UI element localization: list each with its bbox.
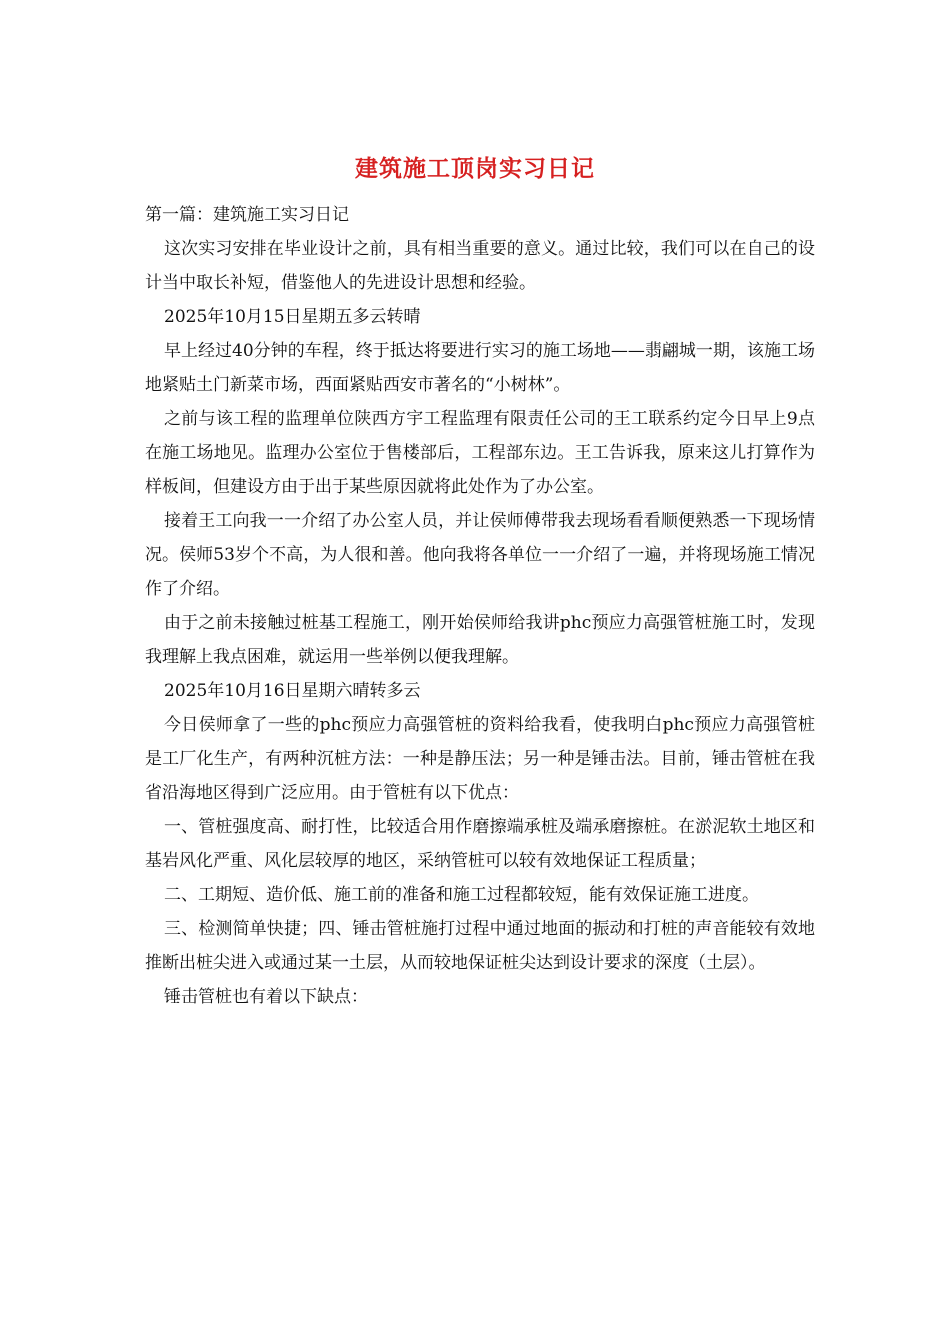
paragraph-disadvantages-heading: 锤击管桩也有着以下缺点：	[164, 987, 368, 1007]
list-item-advantage-3-4: 三、检测简单快捷；四、锤击管桩施打过程中通过地面的振动和打桩的声音能较有效地推断出桩尖进入或通过某一土层，从而较地保证桩尖达到设计要求的深度（土层）。	[145, 919, 815, 973]
paragraph: 由于之前未接触过桩基工程施工，刚开始侯师给我讲phc预应力高强管桩施工时，发现我理解上我点困难，就运用一些举例以便我理解。	[145, 613, 815, 667]
paragraph: 接着王工向我一一介绍了办公室人员，并让侯师傅带我去现场看看顺便熟悉一下现场情况。侯师53岁个不高，为人很和善。他向我将各单位一一介绍了一遍，并将现场施工情况作了介绍。	[145, 511, 815, 599]
list-item-advantage-2: 二、工期短、造价低、施工前的准备和施工过程都较短，能有效保证施工进度。	[164, 885, 759, 905]
document-title: 建筑施工顶岗实习日记	[355, 155, 595, 182]
paragraph: 今日侯师拿了一些的phc预应力高强管桩的资料给我看，使我明白phc预应力高强管桩是工厂化生产，有两种沉桩方法：一种是静压法；另一种是锤击法。目前，锤击管桩在我省沿海地区得到广泛应用。由于管桩有以下优点：	[145, 715, 815, 803]
diary-date-2: 2025年10月16日星期六晴转多云	[164, 681, 421, 701]
paragraph: 之前与该工程的监理单位陕西方宇工程监理有限责任公司的王工联系约定今日早上9点在施工场地见。监理办公室位于售楼部后，工程部东边。王工告诉我，原来这儿打算作为样板间，但建设方由于出于某些原因就将此处作为了办公室。	[145, 409, 815, 497]
paragraph-intro: 这次实习安排在毕业设计之前，具有相当重要的意义。通过比较，我们可以在自己的设计当中取长补短，借鉴他人的先进设计思想和经验。	[145, 239, 815, 293]
diary-date-1: 2025年10月15日星期五多云转晴	[164, 307, 421, 327]
section-heading: 第一篇：建筑施工实习日记	[145, 205, 349, 225]
document-body	[145, 198, 815, 1014]
list-item-advantage-1: 一、管桩强度高、耐打性，比较适合用作磨擦端承桩及端承磨擦桩。在淤泥软土地区和基岩风化严重、风化层较厚的地区，采纳管桩可以较有效地保证工程质量；	[145, 817, 815, 871]
paragraph: 早上经过40分钟的车程，终于抵达将要进行实习的施工场地——翡翩城一期，该施工场地紧贴土门新菜市场，西面紧贴西安市著名的“小树林”。	[145, 341, 815, 395]
